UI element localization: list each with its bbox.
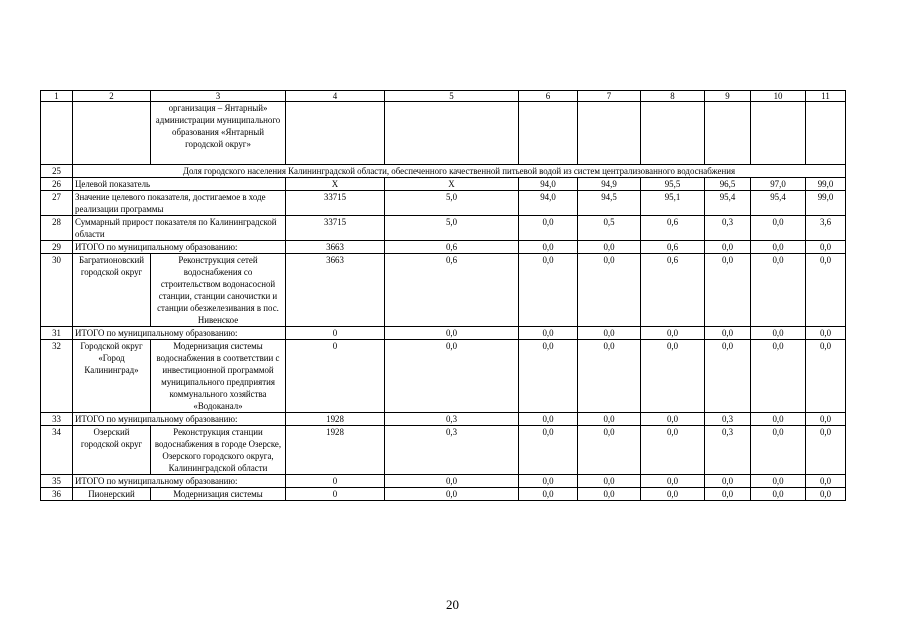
- measure-cell: Реконструкция станции водоснабжения в городе Озерске, Озерского городского округа, Калининградской области: [151, 426, 286, 475]
- header-cell: 10: [751, 91, 806, 102]
- header-cell: 4: [286, 91, 385, 102]
- value-cell: [751, 102, 806, 165]
- row-number-cell: 29: [41, 241, 73, 254]
- value-cell: 33715: [286, 191, 385, 216]
- value-cell: 0,6: [641, 216, 705, 241]
- value-cell: 0,3: [705, 216, 751, 241]
- row-number-cell: [41, 102, 73, 165]
- label-cell: Суммарный прирост показателя по Калининградской области: [73, 216, 286, 241]
- continuation-row: [41, 102, 846, 165]
- value-cell: 0,0: [641, 413, 705, 426]
- value-cell: 33715: [286, 216, 385, 241]
- value-cell: 0,3: [385, 413, 519, 426]
- label-cell: ИТОГО по муниципальному образованию:: [73, 241, 286, 254]
- value-cell: 3663: [286, 241, 385, 254]
- value-cell: 99,0: [806, 191, 846, 216]
- table-body: [41, 91, 846, 501]
- table-row: [41, 216, 846, 241]
- value-cell: 3,6: [806, 216, 846, 241]
- value-cell: 0,0: [578, 413, 641, 426]
- label-cell: ИТОГО по муниципальному образованию:: [73, 327, 286, 340]
- value-cell: 0,0: [519, 475, 578, 488]
- value-cell: 0,0: [641, 327, 705, 340]
- value-cell: 0,0: [751, 241, 806, 254]
- page-number: 20: [446, 597, 459, 612]
- row-number-cell: 33: [41, 413, 73, 426]
- value-cell: 0,6: [385, 241, 519, 254]
- header-cell: 7: [578, 91, 641, 102]
- value-cell: 0,0: [578, 327, 641, 340]
- label-cell: ИТОГО по муниципальному образованию:: [73, 475, 286, 488]
- header-cell: 11: [806, 91, 846, 102]
- section-row: [41, 165, 846, 178]
- value-cell: 0,0: [751, 340, 806, 413]
- value-cell: 0,0: [806, 340, 846, 413]
- value-cell: 5,0: [385, 191, 519, 216]
- value-cell: 0,0: [705, 340, 751, 413]
- value-cell: 97,0: [751, 178, 806, 191]
- value-cell: 99,0: [806, 178, 846, 191]
- value-cell: 0,0: [806, 327, 846, 340]
- value-cell: 0,0: [705, 475, 751, 488]
- row-number-cell: 26: [41, 178, 73, 191]
- value-cell: 0,0: [806, 426, 846, 475]
- header-cell: 6: [519, 91, 578, 102]
- value-cell: 94,9: [578, 178, 641, 191]
- row-number-cell: 25: [41, 165, 73, 178]
- value-cell: 0,0: [385, 488, 519, 501]
- table-row: [41, 426, 846, 475]
- table-row: [41, 254, 846, 327]
- value-cell: X: [286, 178, 385, 191]
- value-cell: 0,0: [519, 254, 578, 327]
- row-number-cell: 27: [41, 191, 73, 216]
- value-cell: 0,0: [641, 488, 705, 501]
- value-cell: 0,0: [751, 327, 806, 340]
- value-cell: 0,0: [519, 413, 578, 426]
- value-cell: 0,0: [519, 426, 578, 475]
- value-cell: 0,6: [641, 254, 705, 327]
- value-cell: 0,0: [705, 254, 751, 327]
- value-cell: [578, 102, 641, 165]
- label-cell: Значение целевого показателя, достигаемое в ходе реализации программы: [73, 191, 286, 216]
- value-cell: 0,0: [705, 327, 751, 340]
- table-row: [41, 488, 846, 501]
- value-cell: 0,0: [519, 327, 578, 340]
- row-number-cell: 34: [41, 426, 73, 475]
- value-cell: [519, 102, 578, 165]
- value-cell: 0,0: [751, 488, 806, 501]
- value-cell: 0,0: [641, 340, 705, 413]
- value-cell: 94,5: [578, 191, 641, 216]
- value-cell: 0,3: [385, 426, 519, 475]
- municipality-cell: Пионерский: [73, 488, 151, 501]
- value-cell: 0,5: [578, 216, 641, 241]
- header-cell: 1: [41, 91, 73, 102]
- table-row: [41, 340, 846, 413]
- value-cell: 0,3: [705, 426, 751, 475]
- table-row: [41, 178, 846, 191]
- value-cell: 95,4: [751, 191, 806, 216]
- table-row: [41, 475, 846, 488]
- value-cell: 1928: [286, 413, 385, 426]
- row-number-cell: 35: [41, 475, 73, 488]
- value-cell: 0: [286, 327, 385, 340]
- header-cell: 8: [641, 91, 705, 102]
- value-cell: 0,0: [519, 241, 578, 254]
- value-cell: 0,0: [385, 340, 519, 413]
- header-row: [41, 91, 846, 102]
- value-cell: 0,0: [806, 241, 846, 254]
- value-cell: 0,0: [578, 475, 641, 488]
- row-number-cell: 28: [41, 216, 73, 241]
- value-cell: 0,0: [751, 413, 806, 426]
- value-cell: 0: [286, 488, 385, 501]
- value-cell: 0,3: [705, 413, 751, 426]
- value-cell: [286, 102, 385, 165]
- header-cell: 2: [73, 91, 151, 102]
- value-cell: 0,0: [519, 216, 578, 241]
- measure-cell: Реконструкция сетей водоснабжения со строительством водонасосной станции, станции саночистки и станции обезжелезивания в пос. Нивенское: [151, 254, 286, 327]
- value-cell: 95,5: [641, 178, 705, 191]
- value-cell: 0,0: [751, 426, 806, 475]
- value-cell: 0,0: [385, 327, 519, 340]
- municipality-cell: Озерский городской округ: [73, 426, 151, 475]
- value-cell: 3663: [286, 254, 385, 327]
- value-cell: 0,0: [705, 488, 751, 501]
- label-cell: ИТОГО по муниципальному образованию:: [73, 413, 286, 426]
- row-number-cell: 36: [41, 488, 73, 501]
- value-cell: 0,0: [578, 241, 641, 254]
- label-cell: Целевой показатель: [73, 178, 286, 191]
- value-cell: [641, 102, 705, 165]
- table-row: [41, 191, 846, 216]
- value-cell: 0,0: [519, 488, 578, 501]
- data-table: [40, 90, 846, 501]
- table-row: [41, 413, 846, 426]
- value-cell: 0,0: [578, 488, 641, 501]
- measure-cell: Модернизация системы: [151, 488, 286, 501]
- value-cell: 0: [286, 475, 385, 488]
- value-cell: 0,6: [641, 241, 705, 254]
- value-cell: [385, 102, 519, 165]
- row-number-cell: 32: [41, 340, 73, 413]
- municipality-cell: [73, 102, 151, 165]
- value-cell: 0,0: [641, 426, 705, 475]
- value-cell: 96,5: [705, 178, 751, 191]
- value-cell: 0,0: [751, 475, 806, 488]
- value-cell: 0,0: [751, 216, 806, 241]
- value-cell: 0,0: [578, 426, 641, 475]
- value-cell: 0,0: [578, 254, 641, 327]
- value-cell: 0,6: [385, 254, 519, 327]
- row-number-cell: 30: [41, 254, 73, 327]
- value-cell: 0,0: [751, 254, 806, 327]
- table-row: [41, 241, 846, 254]
- value-cell: 0,0: [578, 340, 641, 413]
- municipality-cell: Багратионовский городской округ: [73, 254, 151, 327]
- value-cell: X: [385, 178, 519, 191]
- measure-cell: Модернизация системы водоснабжения в соответствии с инвестиционной программой муниципального предприятия коммунального хозяйства «Водоканал»: [151, 340, 286, 413]
- header-cell: 9: [705, 91, 751, 102]
- value-cell: 0,0: [641, 475, 705, 488]
- header-cell: 3: [151, 91, 286, 102]
- value-cell: 1928: [286, 426, 385, 475]
- value-cell: 5,0: [385, 216, 519, 241]
- section-title: Доля городского населения Калининградской области, обеспеченного качественной питьевой водой из систем централизованного водоснабжения: [73, 165, 846, 178]
- value-cell: 0,0: [806, 475, 846, 488]
- header-cell: 5: [385, 91, 519, 102]
- value-cell: 94,0: [519, 191, 578, 216]
- row-number-cell: 31: [41, 327, 73, 340]
- value-cell: 94,0: [519, 178, 578, 191]
- value-cell: 0,0: [806, 254, 846, 327]
- municipality-cell: Городской округ «Город Калининград»: [73, 340, 151, 413]
- value-cell: 0: [286, 340, 385, 413]
- value-cell: 95,4: [705, 191, 751, 216]
- measure-cell: организация – Янтарный» администрации муниципального образования «Янтарный городской округ»: [151, 102, 286, 165]
- value-cell: 0,0: [806, 488, 846, 501]
- value-cell: 0,0: [806, 413, 846, 426]
- value-cell: [806, 102, 846, 165]
- value-cell: 0,0: [385, 475, 519, 488]
- value-cell: 0,0: [705, 241, 751, 254]
- value-cell: 95,1: [641, 191, 705, 216]
- value-cell: 0,0: [519, 340, 578, 413]
- table-row: [41, 327, 846, 340]
- value-cell: [705, 102, 751, 165]
